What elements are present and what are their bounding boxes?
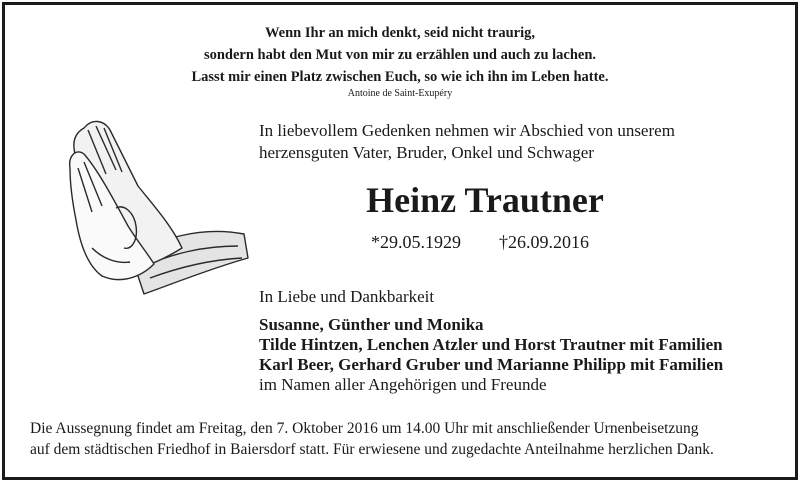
mourner-line-2: Tilde Hintzen, Lenchen Atzler und Horst Trautner mit Familien [259, 335, 723, 354]
intro-line-1: In liebevollem Gedenken nehmen wir Abschied von unserem [259, 121, 675, 140]
quote-author: Antoine de Saint-Exupéry [347, 88, 453, 99]
birth-date: *29.05.1929 [371, 232, 461, 252]
death-date: †26.09.2016 [499, 232, 589, 252]
quote-line-3: Lasst mir einen Platz zwischen Euch, so wie ich ihn im Leben hatte. [191, 69, 609, 85]
quote-line-1: Wenn Ihr an mich denkt, seid nicht traurig, [264, 25, 536, 41]
intro-line-2: herzensguten Vater, Bruder, Onkel und Schwager [259, 143, 594, 162]
mourner-line-3: Karl Beer, Gerhard Gruber und Marianne Philipp mit Familien [259, 355, 724, 374]
praying-hands-icon [62, 108, 252, 298]
mourner-line-1: Susanne, Günther und Monika [259, 315, 484, 334]
footer-line-2: auf dem städtischen Friedhof in Baiersdorf statt. Für erwiesene und zugedachte Anteilnahme herzlichen Dank. [30, 441, 714, 458]
thanks-intro: In Liebe und Dankbarkeit [259, 287, 435, 306]
quote-line-2: sondern habt den Mut von mir zu erzählen und auch zu lachen. [203, 47, 597, 63]
footer-line-1: Die Aussegnung findet am Freitag, den 7. Oktober 2016 um 14.00 Uhr mit anschließender Urnenbeisetzung [30, 420, 699, 437]
mourners-closing: im Namen aller Angehörigen und Freunde [259, 375, 547, 394]
deceased-name: Heinz Trautner [366, 180, 604, 220]
